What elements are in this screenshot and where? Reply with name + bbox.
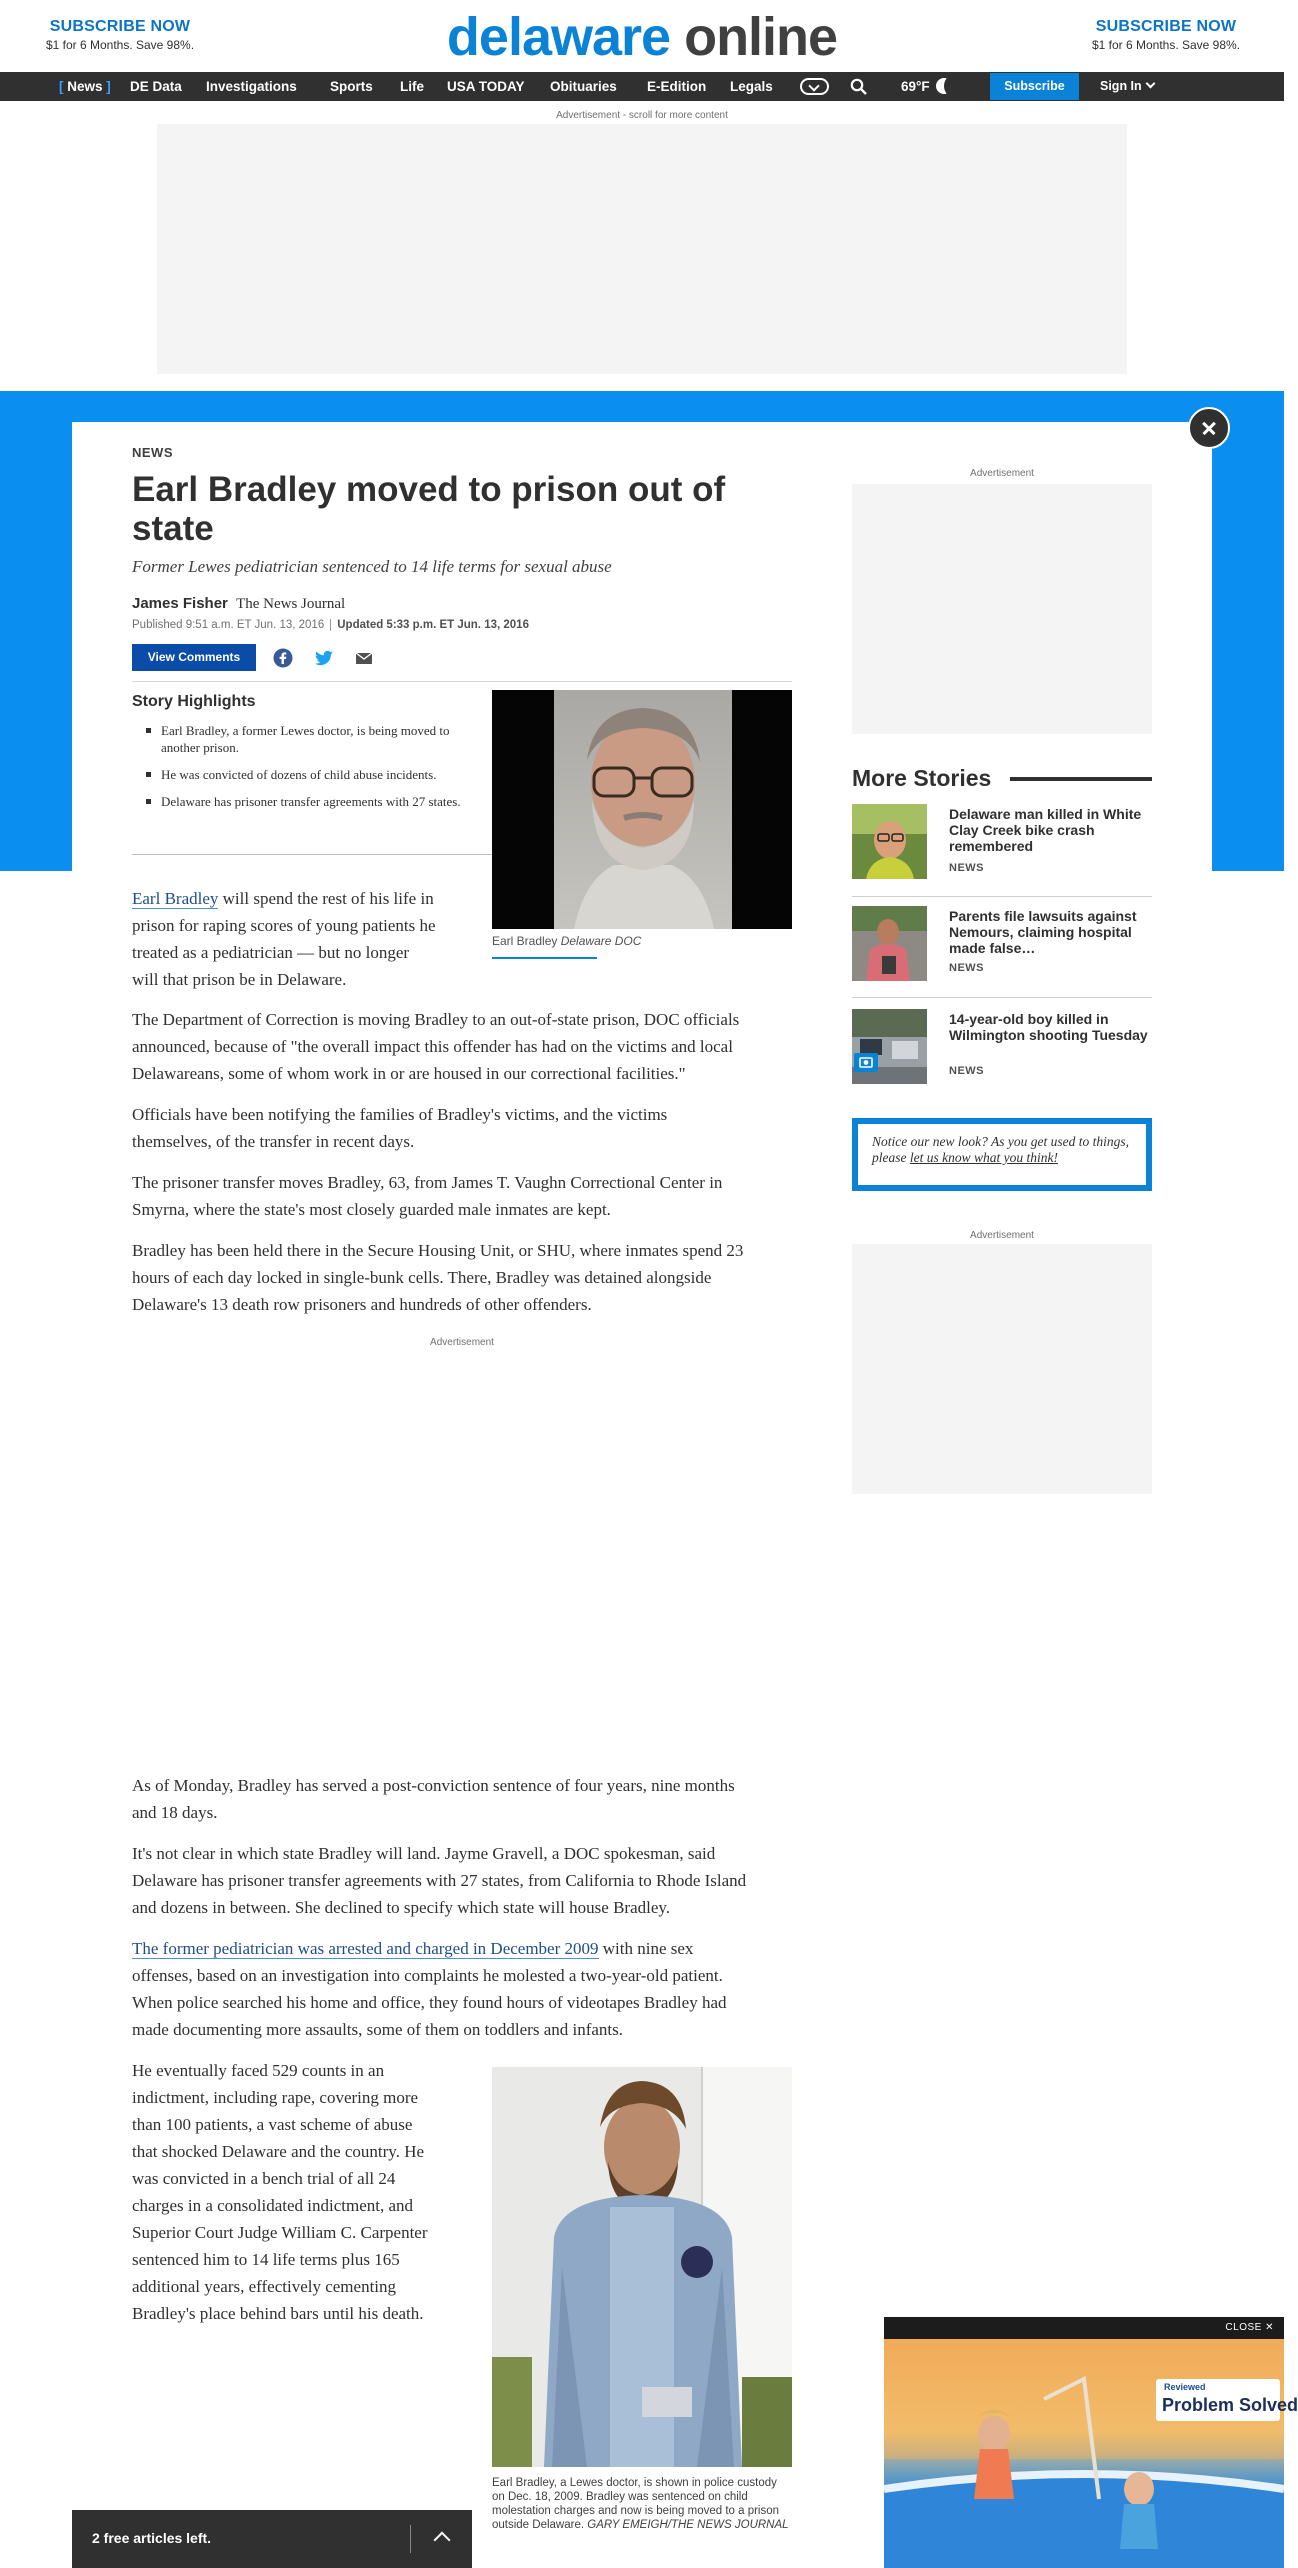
updated-date: Updated 5:33 p.m. ET Jun. 13, 2016: [337, 619, 529, 631]
text-line: charges in a consolidated indictment, and: [132, 2196, 414, 2215]
story-thumbnail[interactable]: [852, 1009, 927, 1084]
nav-more-dropdown-icon[interactable]: [800, 78, 829, 95]
text-line: Delawareans, some of whom work in or are housed in our correctional facilities.": [132, 1064, 686, 1083]
paragraph-9: [132, 2057, 472, 2327]
story-tag: NEWS: [949, 962, 984, 974]
view-comments-button[interactable]: View Comments: [132, 644, 256, 671]
text-line: Delaware's 13 death row prisoners and hundreds of other offenders.: [132, 1295, 592, 1314]
author-org: The News Journal: [236, 596, 346, 612]
video-frame[interactable]: [884, 2339, 1298, 2568]
arrest-article-link[interactable]: The former pediatrician was arrested and charged in December 2009: [132, 1939, 599, 1958]
story-thumb-image: [852, 804, 927, 879]
story-title[interactable]: Parents file lawsuits against Nemours, claiming hospital made false…: [949, 908, 1137, 956]
photo2-caption-text: Earl Bradley, a Lewes doctor, is shown in police custody on Dec. 18, 2009. Bradley was sentenced on child molestation charges and now is being moved to a prison outside Delaware.: [492, 2477, 780, 2531]
byline: [132, 595, 345, 613]
camera-icon: [854, 1053, 878, 1072]
top-ad-slot[interactable]: [157, 124, 1127, 374]
text-line: hours of each day locked in single-bunk cells. There, Bradley was detained alongside: [132, 1268, 712, 1287]
email-icon[interactable]: [354, 648, 374, 668]
text-line: Superior Court Judge William C. Carpenter: [132, 2223, 428, 2242]
subscribe-now-label[interactable]: SUBSCRIBE NOW: [1095, 18, 1237, 35]
video-scene: [884, 2339, 1284, 2568]
sidebar-ad-label: Advertisement: [970, 468, 1034, 479]
text-line: was convicted in a bench trial of all 24: [132, 2169, 396, 2188]
story-tag: NEWS: [949, 1065, 984, 1077]
photo2-caption: [492, 2476, 792, 2532]
sidebar-ad-label-2: Advertisement: [970, 1230, 1034, 1241]
paragraph-7: [132, 1840, 802, 1921]
facebook-icon[interactable]: [273, 648, 293, 668]
feedback-notice: [852, 1118, 1152, 1191]
text-line: Smyrna, where the state's most closely guarded male inmates are kept.: [132, 1200, 611, 1219]
article-dates: [132, 619, 529, 631]
custody-photo[interactable]: [492, 2067, 792, 2467]
weather-widget[interactable]: [901, 72, 952, 101]
paragraph-8: [132, 1935, 802, 2043]
highlight-item: Earl Bradley, a former Lewes doctor, is being moved to another prison.: [132, 722, 467, 756]
highlight-item: He was convicted of dozens of child abuse incidents.: [132, 766, 467, 783]
story-tag: NEWS: [949, 862, 984, 874]
weather-temp[interactable]: 69°F: [901, 79, 930, 94]
paragraph-1: [132, 885, 472, 993]
nav-item-e-edition[interactable]: E-Edition: [647, 79, 707, 94]
text-line: that shocked Delaware and the country. He: [132, 2142, 425, 2161]
sign-in-button[interactable]: [1100, 72, 1154, 101]
highlights-list: [132, 722, 467, 820]
subscribe-now-label[interactable]: SUBSCRIBE NOW: [49, 18, 191, 35]
story-item[interactable]: [852, 906, 1152, 984]
chevron-down-icon: [1145, 79, 1155, 89]
story-item[interactable]: [852, 1009, 1152, 1087]
article-dek: Former Lewes pediatrician sentenced to 14 life terms for sexual abuse: [132, 557, 612, 576]
logo-online[interactable]: online: [684, 7, 838, 67]
top-header: [0, 0, 1284, 72]
logo-delaware[interactable]: delaware: [446, 7, 671, 67]
section-label[interactable]: NEWS: [132, 445, 173, 460]
story-separator: [852, 997, 1152, 998]
nav-item-legals[interactable]: Legals: [730, 79, 773, 94]
free-articles-text: 2 free articles left.: [92, 2530, 212, 2546]
close-icon[interactable]: [1188, 407, 1230, 449]
text-line: sentenced him to 14 life terms plus 165: [132, 2250, 400, 2269]
story-thumbnail[interactable]: [852, 906, 927, 981]
text-line: will that prison be in Delaware.: [132, 970, 347, 989]
photo1-caption: [492, 934, 641, 948]
text-line: When police searched his home and office, they found hours of videotapes Bradley had: [132, 1993, 727, 2012]
story-separator: [852, 896, 1152, 897]
earl-bradley-link[interactable]: Earl Bradley: [132, 889, 219, 908]
mugshot-figure: [554, 690, 732, 929]
chevron-up-icon[interactable]: [434, 2532, 451, 2549]
text-line: than 100 patients, a vast scheme of abuse: [132, 2115, 413, 2134]
text-line: and dozens in between. She declined to specify which state will house Bradley.: [132, 1898, 671, 1917]
highlights-title: Story Highlights: [132, 693, 256, 710]
text-line: Delaware has prisoner transfer agreements with 27 states, from California to Rhode Island: [132, 1871, 747, 1890]
nav-item-obituaries[interactable]: Obituaries: [550, 79, 617, 94]
sponsor-small: Reviewed: [1164, 2382, 1206, 2392]
author-name[interactable]: James Fisher: [132, 595, 228, 612]
twitter-icon[interactable]: [314, 648, 334, 668]
text-line: themselves, of the transfer in recent days.: [132, 1132, 415, 1151]
nav-item-usa-today[interactable]: USA TODAY: [447, 79, 525, 94]
more-stories-rule: [1010, 777, 1152, 781]
header-divider: [132, 681, 792, 682]
video-close-icon[interactable]: ✕: [1265, 2322, 1274, 2333]
nav-item-sports[interactable]: Sports: [330, 79, 373, 94]
video-close-bar[interactable]: [884, 2317, 1284, 2339]
text-line: treated as a pediatrician — but no longer: [132, 943, 410, 962]
text-line: prison for raping scores of young patients he: [132, 916, 436, 935]
nav-item-investigations[interactable]: Investigations: [206, 79, 297, 94]
story-item[interactable]: [852, 804, 1152, 882]
custody-figure: [492, 2067, 792, 2467]
text-line: Bradley has been held there in the Secure Housing Unit, or SHU, where inmates spend 23: [132, 1241, 744, 1260]
subscribe-promo-right[interactable]: [1066, 18, 1266, 52]
nav-item-life[interactable]: Life: [400, 79, 425, 94]
text-line: Officials have been notifying the families of Bradley's victims, and the victims: [132, 1105, 668, 1124]
bar-divider: [410, 2525, 411, 2553]
story-thumb-image: [852, 1009, 927, 1084]
nav-item-news[interactable]: [ News ]: [59, 79, 111, 94]
more-stories-title: More Stories: [852, 765, 992, 791]
text-line: will spend the rest of his life in: [218, 889, 434, 908]
subscribe-deal-text[interactable]: $1 for 6 Months. Save 98%.: [45, 38, 195, 52]
text-line: with nine sex: [598, 1939, 694, 1958]
caption-underline: [492, 957, 597, 959]
nav-news-label[interactable]: News: [67, 79, 103, 94]
text-line: Bradley's place behind bars until his death.: [132, 2304, 424, 2323]
sidebar-ad-slot[interactable]: [852, 484, 1152, 734]
text-line: It's not clear in which state Bradley will land. Jayme Gravell, a DOC spokesman, said: [132, 1844, 716, 1863]
free-articles-bar[interactable]: [72, 2510, 472, 2568]
text-line: The prisoner transfer moves Bradley, 63, from James T. Vaughn Correctional Center in: [132, 1173, 723, 1192]
floating-video-player[interactable]: [884, 2317, 1298, 2568]
story-title[interactable]: 14-year-old boy killed in Wilmington shooting Tuesday: [949, 1011, 1148, 1043]
ad-scroll-note: Advertisement - scroll for more content: [556, 110, 728, 121]
article-headline: Earl Bradley moved to prison out of state: [132, 470, 726, 548]
text-line: additional years, effectively cementing: [132, 2277, 397, 2296]
text-line: announced, because of "the overall impact this offender has had on the victims and local: [132, 1037, 733, 1056]
photo1-caption-text: Earl Bradley: [492, 934, 558, 948]
photo2-credit: GARY EMEIGH/THE NEWS JOURNAL: [587, 2519, 789, 2531]
story-thumbnail[interactable]: [852, 804, 927, 879]
subscribe-deal-text[interactable]: $1 for 6 Months. Save 98%.: [1091, 38, 1241, 52]
text-line: made documenting more assaults, some of them on toddlers and infants.: [132, 2020, 624, 2039]
video-sponsor-badge: [1156, 2379, 1298, 2421]
sponsor-title: Problem Solved: [1162, 2395, 1298, 2415]
story-thumb-image: [852, 906, 927, 981]
sidebar-ad-slot-2[interactable]: [852, 1244, 1152, 1494]
text-line: and 18 days.: [132, 1803, 218, 1822]
text-line: indictment, including rape, covering more: [132, 2088, 419, 2107]
text-line: The Department of Correction is moving Bradley to an out-of-state prison, DOC officials: [132, 1010, 740, 1029]
photo1-credit: Delaware DOC: [560, 934, 642, 948]
weather-moon-icon: [936, 78, 952, 94]
highlights-divider: [132, 854, 492, 855]
paragraph-3: [132, 1101, 802, 1155]
nav-item-de-data[interactable]: DE Data: [130, 79, 182, 94]
notice-text: Notice our new look? As you get used to things, please: [872, 1134, 1129, 1165]
paragraph-6: [132, 1772, 802, 1826]
paragraph-5: [132, 1237, 802, 1318]
paragraph-2: [132, 1006, 802, 1087]
search-icon[interactable]: [850, 78, 867, 95]
story-title[interactable]: Delaware man killed in White Clay Creek bike crash remembered: [949, 806, 1142, 854]
main-nav: [0, 72, 1284, 101]
inline-ad-label: Advertisement: [430, 1337, 494, 1348]
published-date: Published 9:51 a.m. ET Jun. 13, 2016: [132, 619, 325, 631]
subscribe-button[interactable]: Subscribe: [990, 73, 1079, 100]
feedback-link[interactable]: let us know what you think!: [909, 1150, 1058, 1165]
paragraph-4: [132, 1169, 802, 1223]
video-close-button[interactable]: CLOSE: [1225, 2322, 1262, 2333]
text-line: offenses, based on an investigation into complaints he molested a two-year-old patient.: [132, 1966, 723, 1985]
sign-in-label[interactable]: Sign In: [1100, 79, 1142, 93]
mugshot-photo[interactable]: [492, 690, 792, 929]
text-line: As of Monday, Bradley has served a post-conviction sentence of four years, nine months: [132, 1776, 735, 1795]
highlight-item: Delaware has prisoner transfer agreements with 27 states.: [132, 793, 467, 810]
text-line: He eventually faced 529 counts in an: [132, 2061, 385, 2080]
